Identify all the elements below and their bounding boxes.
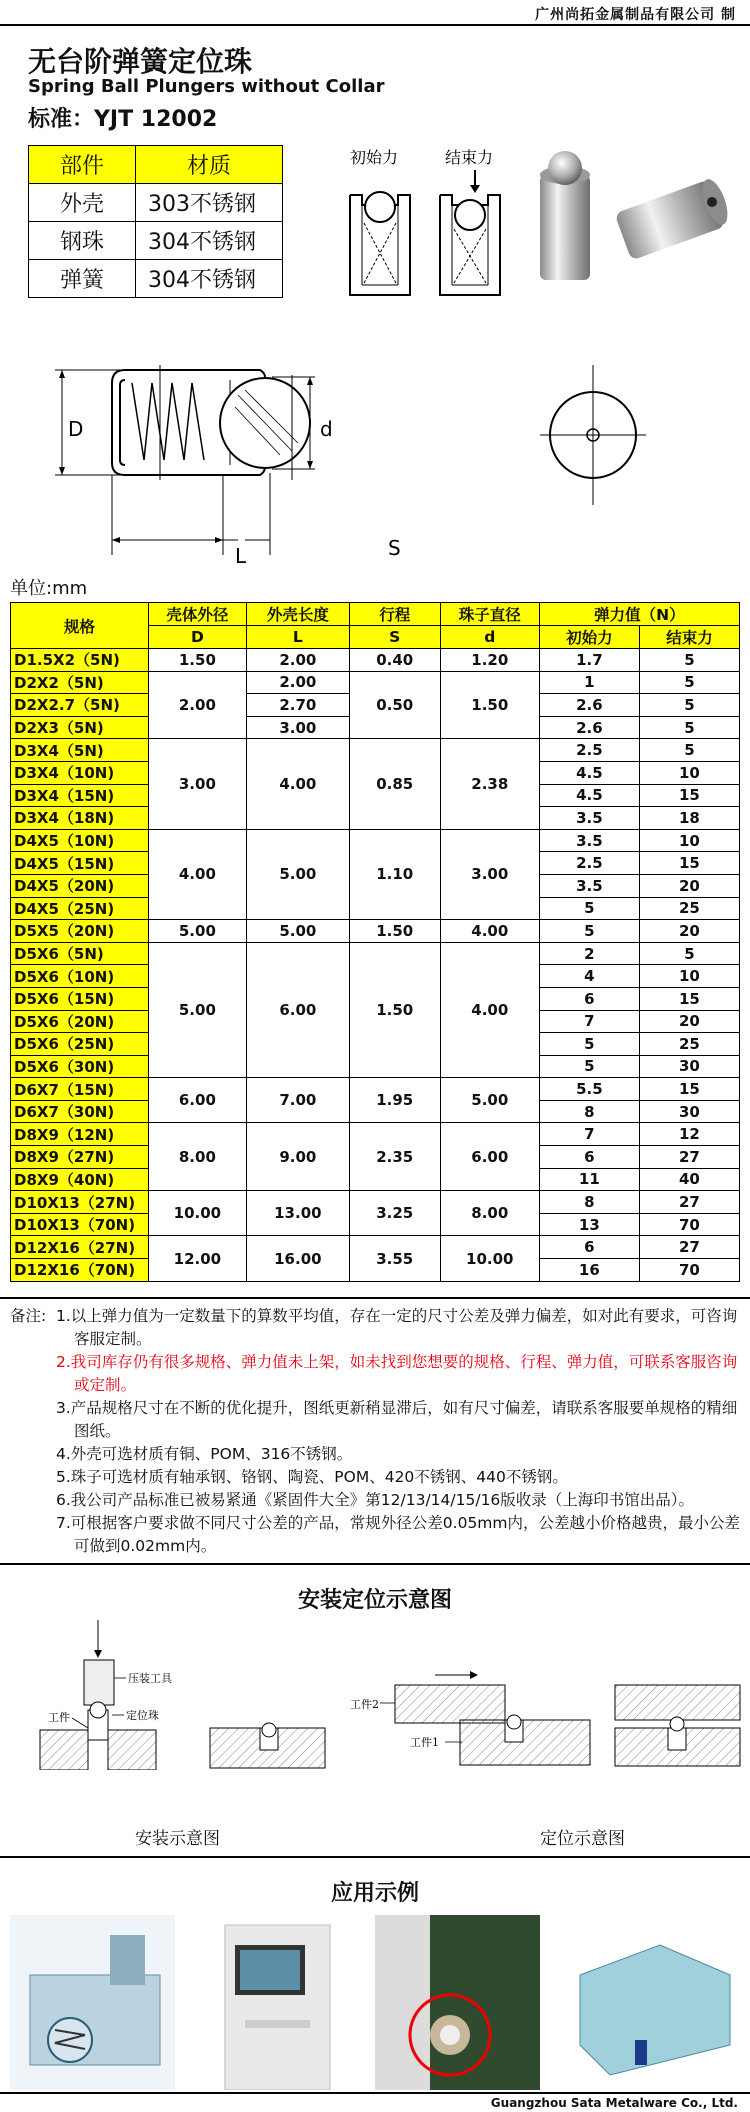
spec-table (10, 602, 740, 1282)
spec-final-force-cell: 25 (639, 1033, 739, 1056)
spec-model-cell: D5X6（5N) (11, 942, 149, 965)
table-row (11, 649, 740, 672)
install-section-title: 安装定位示意图 (297, 1588, 452, 1613)
force-arrow-head (470, 185, 480, 193)
spec-initial-force-cell: 2.6 (539, 716, 639, 739)
spec-initial-force-cell: 4 (539, 965, 639, 988)
plunger-initial-section (350, 192, 410, 295)
spec-header-D: 壳体外径 (148, 603, 246, 626)
spec-model-cell: D8X9（27N) (11, 1146, 149, 1169)
spec-initial-force-cell: 3.5 (539, 874, 639, 897)
spec-L-cell: 16.00 (247, 1236, 350, 1281)
table-row (11, 1236, 740, 1259)
materials-part: 钢珠 (29, 222, 136, 260)
plunger-photo-left (540, 151, 590, 280)
product-photo (525, 150, 735, 290)
spec-model-cell: D8X9（40N) (11, 1168, 149, 1191)
spec-initial-force-cell: 1 (539, 671, 639, 694)
note-item: 1.以上弹力值为一定数量下的算数平均值，存在一定的尺寸公差及弹力偏差，如对此有要求，可咨询客服定制。 (56, 1307, 738, 1348)
install-result-diagram (210, 1723, 325, 1768)
spec-model-cell: D2X3（5N) (11, 716, 149, 739)
app-image-machine (375, 1915, 540, 2090)
install-diagrams (0, 1620, 750, 1770)
workpiece2-label: 工件2 (350, 1698, 379, 1711)
spec-final-force-cell: 20 (639, 1010, 739, 1033)
spec-D-cell: 12.00 (148, 1236, 246, 1281)
spec-S-cell: 0.40 (349, 649, 440, 672)
spec-header-S: 行程 (349, 603, 440, 626)
spec-subheader-D: D (148, 626, 246, 649)
spec-S-cell: 3.25 (349, 1191, 440, 1236)
spec-d-cell: 1.20 (440, 649, 539, 672)
spec-final-force-cell: 10 (639, 829, 739, 852)
spec-model-cell: D4X5（10N) (11, 829, 149, 852)
spec-model-cell: D4X5（20N) (11, 874, 149, 897)
spec-model-cell: D5X6（10N) (11, 965, 149, 988)
spec-d-cell: 3.00 (440, 829, 539, 919)
spec-initial-force-cell: 1.7 (539, 649, 639, 672)
spec-L-cell: 6.00 (247, 942, 350, 1078)
spec-final-force-cell: 5 (639, 942, 739, 965)
spec-d-cell: 4.00 (440, 920, 539, 943)
notes-top-divider (0, 1297, 750, 1299)
spec-S-cell: 1.10 (349, 829, 440, 919)
table-row (11, 829, 740, 852)
spec-final-force-cell: 15 (639, 784, 739, 807)
workpiece-label: 工件 (48, 1711, 70, 1724)
spec-subheader-S: S (349, 626, 440, 649)
spec-model-cell: D1.5X2（5N) (11, 649, 149, 672)
unit-label: 单位:mm (10, 578, 88, 599)
spec-d-cell: 1.50 (440, 671, 539, 739)
spec-initial-force-cell: 13 (539, 1213, 639, 1236)
spec-model-cell: D2X2（5N) (11, 671, 149, 694)
spec-model-cell: D5X5（20N) (11, 920, 149, 943)
note-item: 7.可根据客户要求做不同尺寸公差的产品，常规外径公差0.05mm内，公差越小价格越贵，最小公差可做到0.02mm内。 (56, 1514, 741, 1555)
materials-part: 弹簧 (29, 260, 136, 298)
spec-initial-force-cell: 5 (539, 920, 639, 943)
spec-d-cell: 6.00 (440, 1123, 539, 1191)
spec-final-force-cell: 12 (639, 1123, 739, 1146)
materials-material: 304不锈钢 (136, 222, 283, 260)
spec-D-cell: 10.00 (148, 1191, 246, 1236)
spec-initial-force-cell: 5 (539, 897, 639, 920)
materials-material: 303不锈钢 (136, 184, 283, 222)
dim-D-label: D (68, 417, 84, 441)
spec-initial-force-cell: 8 (539, 1100, 639, 1123)
spec-header-d: 珠子直径 (440, 603, 539, 626)
positioning-diagram (350, 1671, 590, 1765)
spec-final-force-cell: 25 (639, 897, 739, 920)
spec-model-cell: D3X4（5N) (11, 739, 149, 762)
spec-initial-force-cell: 5.5 (539, 1078, 639, 1101)
notes-section (10, 1305, 742, 1558)
spec-model-cell: D5X6（30N) (11, 1055, 149, 1078)
spec-final-force-cell: 70 (639, 1213, 739, 1236)
spec-model-cell: D6X7（15N) (11, 1078, 149, 1101)
spec-initial-force-cell: 6 (539, 1146, 639, 1169)
spec-final-force-cell: 20 (639, 920, 739, 943)
workpiece1-label: 工件1 (410, 1736, 439, 1749)
spec-initial-force-cell: 16 (539, 1259, 639, 1282)
spec-S-cell: 0.50 (349, 671, 440, 739)
materials-header-part: 部件 (29, 146, 136, 184)
spec-final-force-cell: 5 (639, 739, 739, 762)
spec-L-cell: 2.00 (247, 671, 350, 694)
spec-D-cell: 1.50 (148, 649, 246, 672)
spec-d-cell: 2.38 (440, 739, 539, 829)
spec-model-cell: D3X4（15N) (11, 784, 149, 807)
spec-model-cell: D6X7（30N) (11, 1100, 149, 1123)
table-row (11, 1191, 740, 1214)
materials-table (28, 145, 283, 298)
spec-header-force: 弹力值（N） (539, 603, 739, 626)
spec-final-force-cell: 5 (639, 694, 739, 717)
table-row (11, 1078, 740, 1101)
spec-S-cell: 2.35 (349, 1123, 440, 1191)
spec-initial-force-cell: 2.6 (539, 694, 639, 717)
materials-material: 304不锈钢 (136, 260, 283, 298)
spec-final-force-cell: 27 (639, 1146, 739, 1169)
spec-final-force-cell: 15 (639, 852, 739, 875)
spec-subheader-initial: 初始力 (539, 626, 639, 649)
dim-L-label: L (235, 544, 247, 568)
spec-S-cell: 1.95 (349, 1078, 440, 1123)
materials-row (29, 260, 283, 298)
initial-force-label: 初始力 (350, 148, 399, 167)
spec-L-cell: 2.00 (247, 649, 350, 672)
note-item: 4.外壳可选材质有铜、POM、316不锈钢。 (56, 1445, 353, 1463)
spec-final-force-cell: 15 (639, 1078, 739, 1101)
positioning-caption: 定位示意图 (540, 1829, 625, 1849)
plunger-final-section (440, 195, 500, 295)
spec-D-cell: 4.00 (148, 829, 246, 919)
footer-divider (0, 2092, 750, 2094)
spec-model-cell: D10X13（70N) (11, 1213, 149, 1236)
dim-d-label: d (320, 417, 333, 441)
spec-model-cell: D10X13（27N) (11, 1191, 149, 1214)
app-image-fixture (560, 1915, 740, 2090)
press-tool-label: 压装工具 (128, 1672, 172, 1685)
spec-final-force-cell: 18 (639, 807, 739, 830)
spec-L-cell: 2.70 (247, 694, 350, 717)
spec-final-force-cell: 5 (639, 649, 739, 672)
spec-initial-force-cell: 6 (539, 987, 639, 1010)
materials-header-row (29, 146, 283, 184)
spec-final-force-cell: 27 (639, 1191, 739, 1214)
spec-initial-force-cell: 3.5 (539, 807, 639, 830)
spec-final-force-cell: 70 (639, 1259, 739, 1282)
spec-model-cell: D5X6（25N) (11, 1033, 149, 1056)
plunger-label: 定位珠 (126, 1709, 159, 1722)
company-name: 广州尚拓金属制品有限公司 制 (535, 7, 736, 23)
spec-final-force-cell: 5 (639, 671, 739, 694)
spec-subheader-final: 结束力 (639, 626, 739, 649)
spec-header-L: 外壳长度 (247, 603, 350, 626)
page-subtitle: Spring Ball Plungers without Collar (28, 76, 385, 97)
note-item-highlight: 2.我司库存仍有很多规格、弹力值未上架，如未找到您想要的规格、行程、弹力值，可联系客服咨询或定制。 (56, 1353, 738, 1394)
spec-L-cell: 9.00 (247, 1123, 350, 1191)
note-item: 3.产品规格尺寸在不断的优化提升，图纸更新稍显滞后，如有尺寸偏差，请联系客服要单规格的精细图纸。 (56, 1399, 738, 1440)
spec-S-cell: 1.50 (349, 920, 440, 943)
apps-divider (0, 1856, 750, 1858)
note-item: 5.珠子可选材质有轴承钢、铬钢、陶瓷、POM、420不锈钢、440不锈钢。 (56, 1468, 568, 1486)
app-image-mold (10, 1915, 175, 2090)
spec-final-force-cell: 40 (639, 1168, 739, 1191)
apps-gallery (10, 1915, 740, 2090)
standard-code: 标准：YJT 12002 (28, 107, 218, 132)
table-row (11, 671, 740, 694)
materials-row (29, 222, 283, 260)
spec-header-row-1 (11, 603, 740, 626)
spec-initial-force-cell: 5 (539, 1055, 639, 1078)
spec-final-force-cell: 27 (639, 1236, 739, 1259)
spec-initial-force-cell: 3.5 (539, 829, 639, 852)
spec-model-cell: D2X2.7（5N) (11, 694, 149, 717)
dim-S-label: S (388, 536, 401, 560)
spec-D-cell: 5.00 (148, 942, 246, 1078)
spec-table-body (11, 649, 740, 1282)
spec-d-cell: 4.00 (440, 942, 539, 1078)
spec-model-cell: D8X9（12N) (11, 1123, 149, 1146)
spec-initial-force-cell: 11 (539, 1168, 639, 1191)
spec-initial-force-cell: 6 (539, 1236, 639, 1259)
spec-S-cell: 1.50 (349, 942, 440, 1078)
page-title: 无台阶弹簧定位珠 (28, 45, 253, 78)
plunger-photo-right (614, 176, 732, 261)
spec-initial-force-cell: 5 (539, 1033, 639, 1056)
table-row (11, 739, 740, 762)
spec-model-cell: D12X16（70N) (11, 1259, 149, 1282)
table-row (11, 1123, 740, 1146)
notes-label: 备注: (10, 1307, 47, 1325)
spec-d-cell: 10.00 (440, 1236, 539, 1281)
spec-initial-force-cell: 8 (539, 1191, 639, 1214)
spec-d-cell: 8.00 (440, 1191, 539, 1236)
spec-model-cell: D12X16（27N) (11, 1236, 149, 1259)
install-divider (0, 1563, 750, 1565)
install-caption: 安装示意图 (135, 1829, 220, 1849)
final-force-label: 结束力 (445, 148, 494, 167)
spec-initial-force-cell: 2.5 (539, 852, 639, 875)
spec-D-cell: 6.00 (148, 1078, 246, 1123)
spec-model-cell: D4X5（25N) (11, 897, 149, 920)
spec-final-force-cell: 15 (639, 987, 739, 1010)
materials-header-material: 材质 (136, 146, 283, 184)
spec-header-model: 规格 (11, 603, 149, 649)
spec-initial-force-cell: 2 (539, 942, 639, 965)
spec-D-cell: 3.00 (148, 739, 246, 829)
spec-initial-force-cell: 4.5 (539, 761, 639, 784)
table-row (11, 942, 740, 965)
spec-L-cell: 5.00 (247, 920, 350, 943)
notes-list (10, 1305, 742, 1558)
spec-L-cell: 4.00 (247, 739, 350, 829)
dimension-drawing (40, 355, 680, 570)
spec-L-cell: 13.00 (247, 1191, 350, 1236)
spec-L-cell: 7.00 (247, 1078, 350, 1123)
spec-L-cell: 5.00 (247, 829, 350, 919)
materials-row (29, 184, 283, 222)
spec-final-force-cell: 5 (639, 716, 739, 739)
spec-initial-force-cell: 4.5 (539, 784, 639, 807)
positioning-result-diagram (615, 1685, 740, 1766)
spec-final-force-cell: 10 (639, 761, 739, 784)
spec-model-cell: D5X6（20N) (11, 1010, 149, 1033)
materials-part: 外壳 (29, 184, 136, 222)
footer-company: Guangzhou Sata Metalware Co., Ltd. (490, 2096, 738, 2110)
spec-model-cell: D3X4（18N) (11, 807, 149, 830)
spec-S-cell: 0.85 (349, 739, 440, 829)
spec-D-cell: 5.00 (148, 920, 246, 943)
spec-final-force-cell: 30 (639, 1100, 739, 1123)
table-row (11, 920, 740, 943)
app-image-kiosk (195, 1915, 360, 2090)
spec-model-cell: D5X6（15N) (11, 987, 149, 1010)
note-item: 6.我公司产品标准已被易紧通《紧固件大全》第12/13/14/15/16版收录（上海印书馆出品）。 (56, 1491, 695, 1509)
spec-d-cell: 5.00 (440, 1078, 539, 1123)
spec-model-cell: D4X5（15N) (11, 852, 149, 875)
spec-final-force-cell: 30 (639, 1055, 739, 1078)
spec-L-cell: 3.00 (247, 716, 350, 739)
header-divider (0, 24, 750, 26)
spec-final-force-cell: 20 (639, 874, 739, 897)
spec-initial-force-cell: 2.5 (539, 739, 639, 762)
spec-S-cell: 3.55 (349, 1236, 440, 1281)
spec-subheader-L: L (247, 626, 350, 649)
spec-initial-force-cell: 7 (539, 1010, 639, 1033)
spec-initial-force-cell: 7 (539, 1123, 639, 1146)
spec-model-cell: D3X4（10N) (11, 761, 149, 784)
spec-subheader-d: d (440, 626, 539, 649)
side-view (55, 365, 315, 555)
front-view (540, 365, 646, 505)
apps-section-title: 应用示例 (330, 1881, 419, 1906)
spec-final-force-cell: 10 (639, 965, 739, 988)
install-press-diagram (40, 1620, 173, 1770)
spec-D-cell: 2.00 (148, 671, 246, 739)
spec-D-cell: 8.00 (148, 1123, 246, 1191)
force-diagram (340, 145, 510, 305)
